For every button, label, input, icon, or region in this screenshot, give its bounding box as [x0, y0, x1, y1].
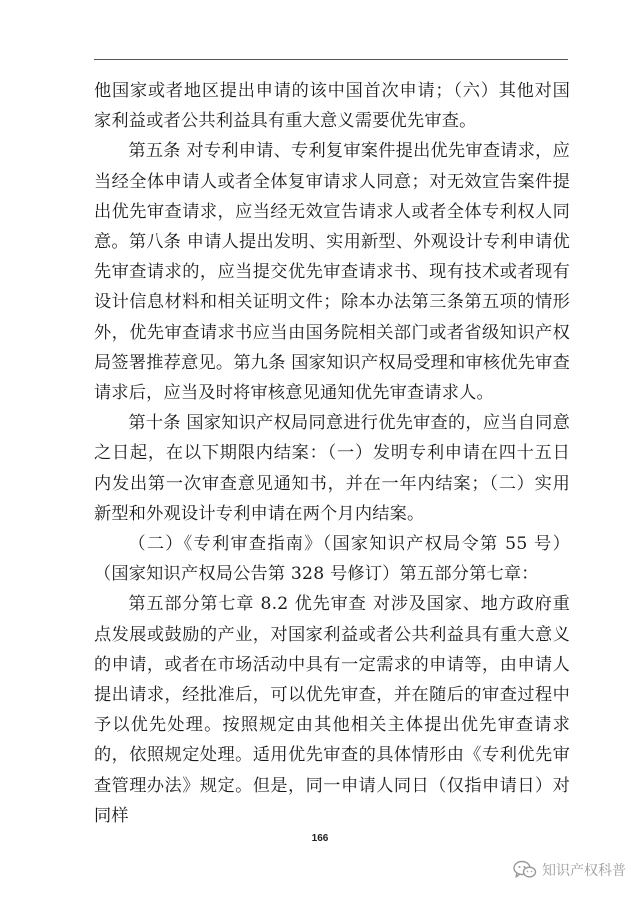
paragraph-5: 第五部分第七章 8.2 优先审查 对涉及国家、地方政府重点发展或鼓励的产业，对国家利益或者公共利益具有重大意义的申请，或者在市场活动中具有一定需求的申请等，由申请人提出请求，经批准后，可以优先审查，并在随后的审查过程中予以优先处理。按照规定由其他相关主体提出优先审查请求的，依照规定处理。适用优先审查的具体情形由《专利优先审查管理办法》规定。但是，同一申请人同日（仅指申请日）对同样 — [94, 594, 570, 826]
watermark — [513, 860, 626, 880]
header-rule — [94, 59, 568, 60]
document-body — [94, 76, 570, 831]
paragraph-1: 他国家或者地区提出申请的该中国首次申请；（六）其他对国家利益或者公共利益具有重大意义需要优先审查。 — [94, 81, 570, 132]
wechat-icon — [513, 860, 537, 880]
paragraph-3: 第十条 国家知识产权局同意进行优先审查的，应当自同意之日起，在以下期限内结案：（一）发明专利申请在四十五日内发出第一次审查意见通知书，并在一年内结案；（二）实用新型和外观设计专利申请在两个月内结案。 — [94, 413, 570, 524]
paragraph-2: 第五条 对专利申请、专利复审案件提出优先审查请求，应当经全体申请人或者全体复审请求人同意；对无效宣告案件提出优先审查请求，应当经无效宣告请求人或者全体专利权人同意。第八条 申请人提出发明、实用新型、外观设计专利申请优先审查请求的，应当提交优先审查请求书、现有技术或者现有设计信息材料和相关证明文件；除本办法第三条第五项的情形外，优先审查请求书应当由国务院相关部门或者省级知识产权局签署推荐意见。第九条 国家知识产权局受理和审核优先审查请求后，应当及时将审核意见通知优先审查请求人。 — [94, 141, 570, 404]
watermark-text: 知识产权科普 — [542, 863, 626, 879]
page-number: 166 — [311, 833, 329, 844]
paragraph-4: （二）《专利审查指南》（国家知识产权局令第 55 号）（国家知识产权局公告第 328 号修订）第五部分第七章： — [94, 534, 570, 585]
